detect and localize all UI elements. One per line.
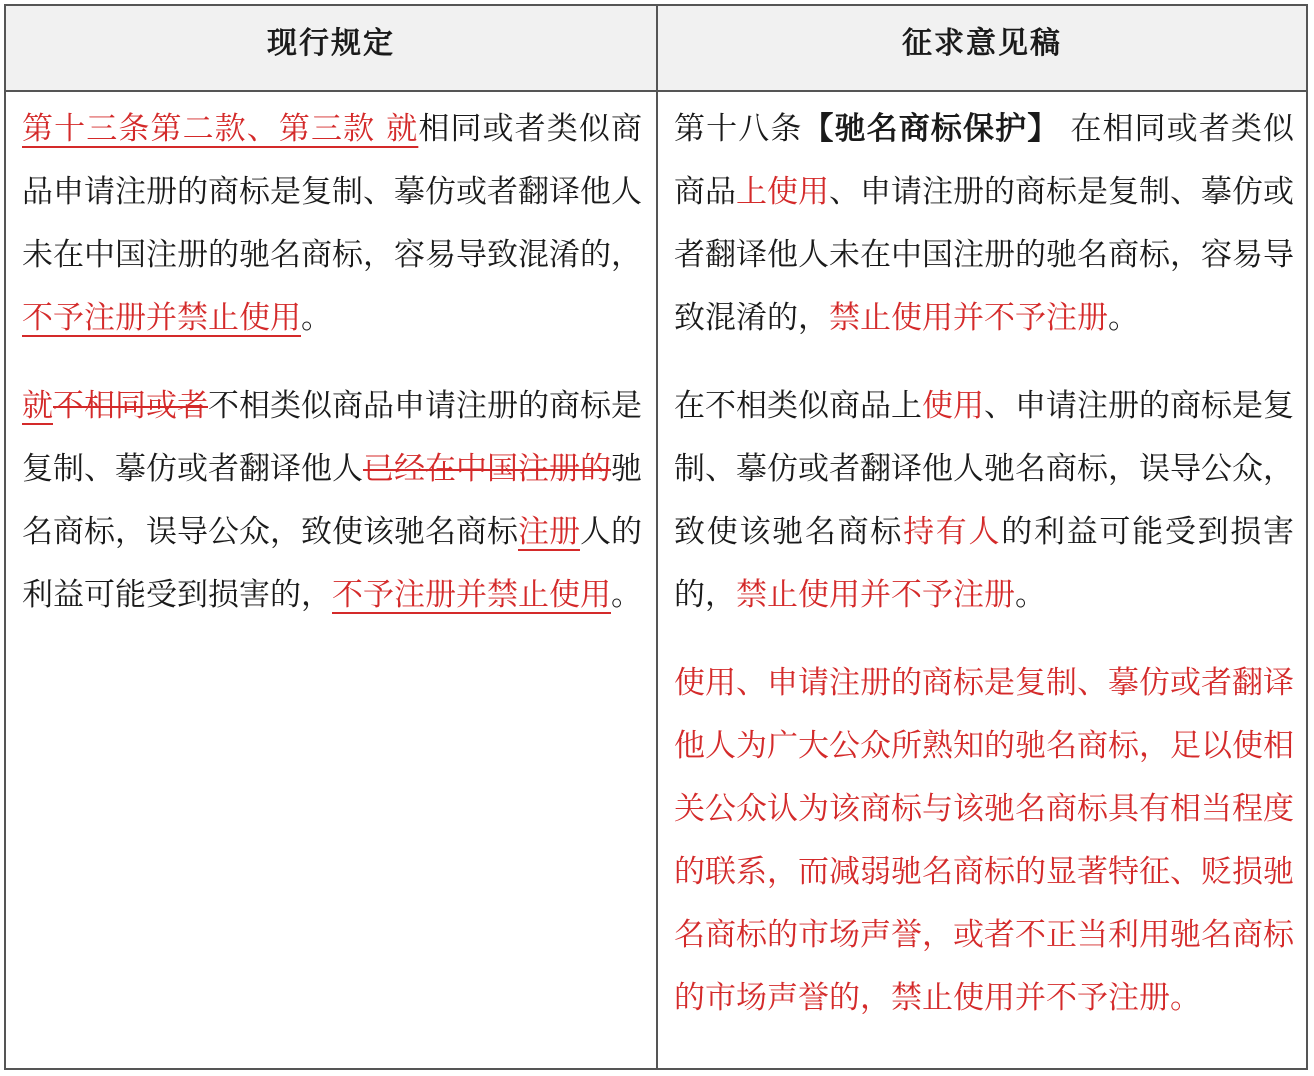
body-text: 不相类似商品申请注册的商标是复制、摹仿或者翻译他人 [22, 388, 642, 487]
body-text: 。 [1108, 300, 1139, 336]
body-text: 、申请注册的商标是复制、摹仿或者翻译他人驰名商标，误导公众，致使该驰名商标 [674, 388, 1294, 550]
amended-text: 不予注册并禁止使用 [22, 300, 301, 336]
draft-paragraph-1 [674, 98, 1294, 350]
current-rules-paragraph-2 [22, 375, 642, 627]
comparison-table [4, 4, 1308, 1070]
article-title: 【驰名商标保护】 [802, 111, 1060, 147]
article-number: 第十八条 [674, 111, 803, 147]
draft-paragraph-2 [674, 375, 1294, 627]
changed-text: 使用 [922, 388, 984, 424]
body-text: 相同或者类似商品申请注册的商标是复制、摹仿或者翻译他人未在中国注册的驰名商标，容易导致混淆的， [22, 111, 643, 273]
draft-paragraph-3: 使用、申请注册的商标是复制、摹仿或者翻译他人为广大公众所熟知的驰名商标，足以使相关公众认为该商标与该驰名商标具有相当程度的联系，而减弱驰名商标的显著特征、贬损驰名商标的市场声誉，或者不正当利用驰名商标的市场声誉的，禁止使用并不予注册。 [674, 665, 1294, 1016]
body-text: 的利益可能受到损害的， [674, 514, 1295, 613]
body-text: 。 [611, 577, 642, 613]
changed-text: 持有人 [903, 514, 1002, 550]
body-text: 人的利益可能受到损害的， [22, 514, 642, 613]
current-rules-column [22, 92, 642, 627]
changed-text: 禁止使用并不予注册 [829, 300, 1108, 336]
deleted-text: 已经在中国注册的 [363, 451, 611, 487]
amended-text: 注册 [518, 514, 580, 550]
deleted-text: 不相同或者 [53, 388, 208, 424]
body-text: 驰名商标，误导公众，致使该驰名商标 [22, 451, 642, 550]
body-text: 。 [301, 300, 332, 336]
current-rules-paragraph-1 [22, 98, 642, 350]
amended-text: 不予注册并禁止使用 [332, 577, 611, 613]
body-text: 在不相类似商品上 [674, 388, 922, 424]
changed-text: 禁止使用并不予注册 [736, 577, 1015, 613]
header-draft: 征求意见稿 [902, 26, 1062, 61]
amended-text: 第十三条第二款、第三款 就 [22, 111, 419, 147]
header-current-rules: 现行规定 [267, 26, 395, 61]
amended-text: 就 [22, 388, 53, 424]
changed-text: 上使用 [736, 174, 829, 210]
column-divider [656, 6, 658, 1068]
body-text: 。 [1015, 577, 1046, 613]
draft-column [674, 92, 1294, 1030]
body-text: 在相同或者类似商品 [674, 111, 1295, 210]
body-text: 、申请注册的商标是复制、摹仿或者翻译他人未在中国注册的驰名商标，容易导致混淆的， [674, 174, 1294, 336]
